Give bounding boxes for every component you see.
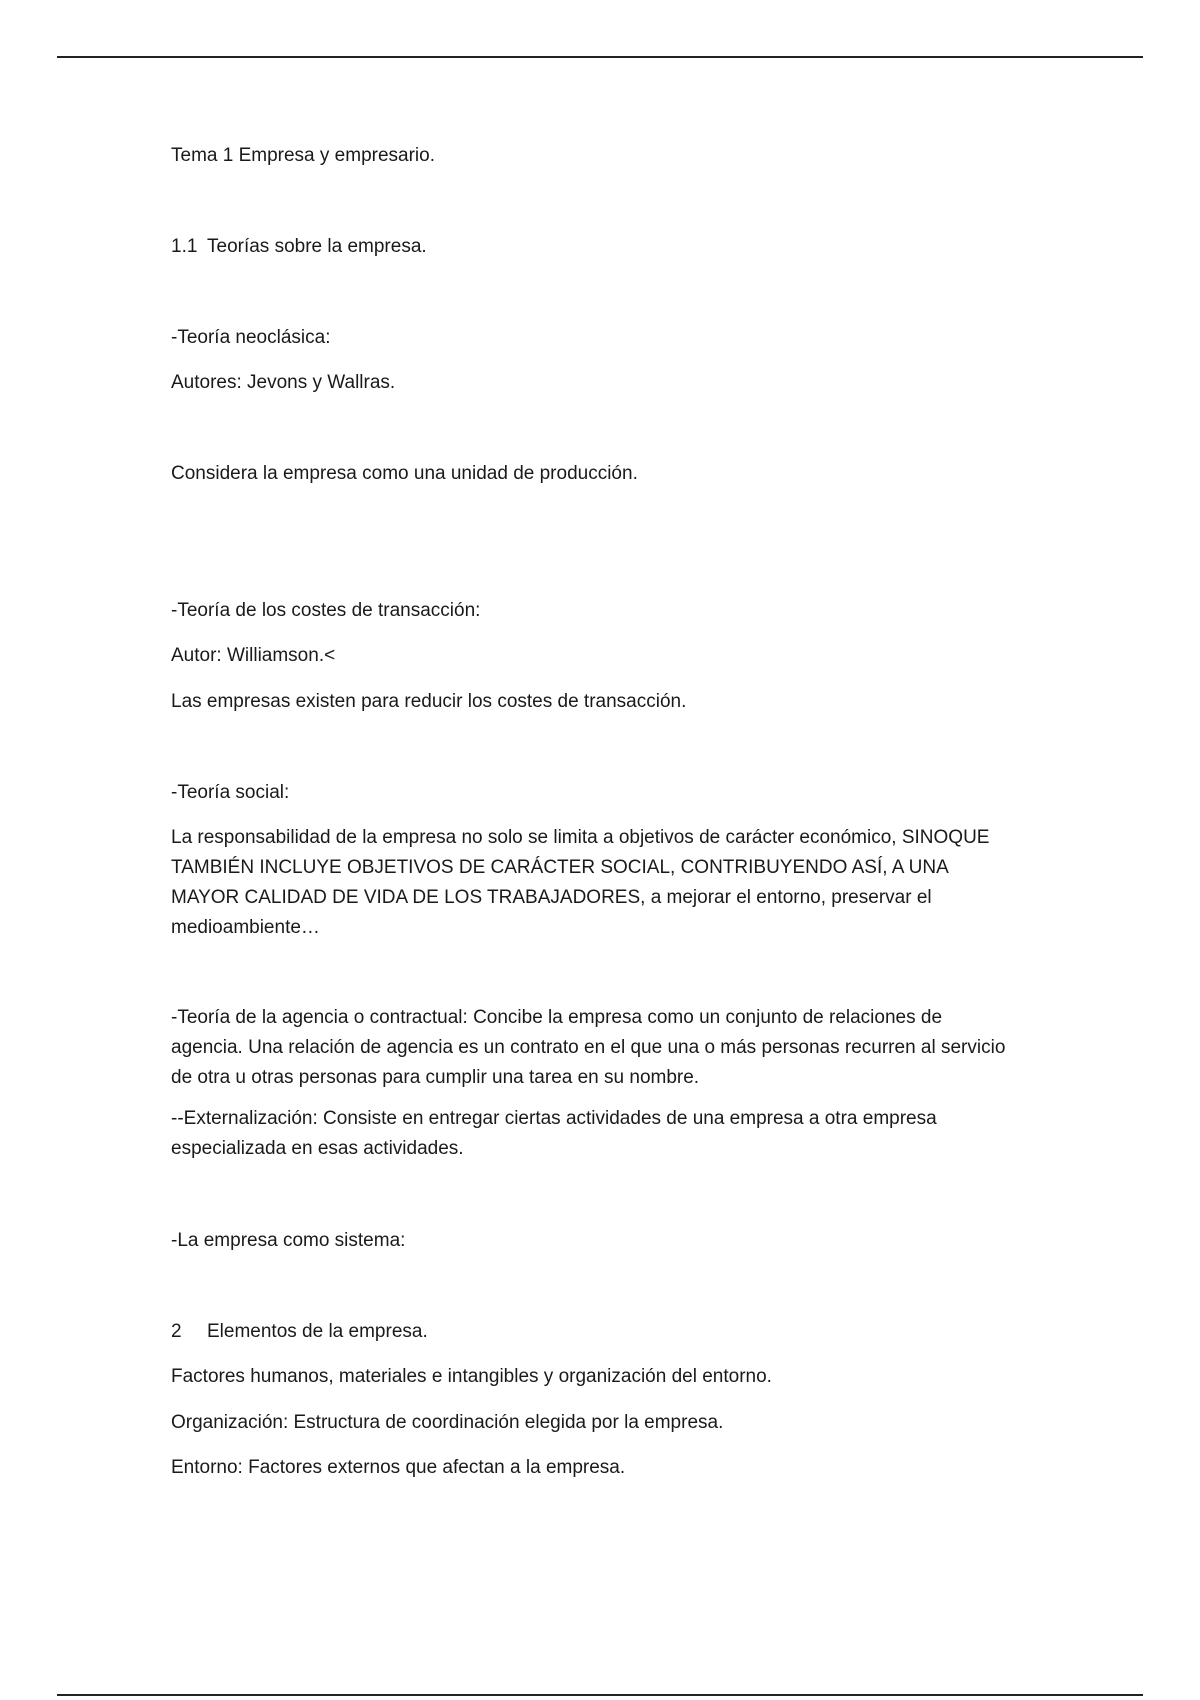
factores-text: Factores humanos, materiales e intangibles y organización del entorno. bbox=[171, 1366, 772, 1387]
transaccion-text: Las empresas existen para reducir los costes de transacción. bbox=[171, 691, 687, 712]
sistema-title: -La empresa como sistema: bbox=[171, 1230, 406, 1251]
organizacion-text: Organización: Estructura de coordinación elegida por la empresa. bbox=[171, 1412, 724, 1433]
neoclasica-text: Considera la empresa como una unidad de producción. bbox=[171, 463, 638, 484]
section-title: Teorías sobre la empresa. bbox=[207, 236, 427, 257]
social-title: -Teoría social: bbox=[171, 782, 290, 803]
header-rule bbox=[57, 56, 1143, 58]
social-text: La responsabilidad de la empresa no solo se limita a objetivos de carácter económico, SINOQUE TAMBIÉN INCLUYE OBJETIVOS DE CARÁCTER SOCIAL, CONTRIBUYENDO ASÍ, A UNA MAYOR CALIDAD DE VIDA DE LOS TRABAJADORES, a mejorar el entorno, preservar el medioambiente… bbox=[171, 827, 990, 938]
neoclasica-title: -Teoría neoclásica: bbox=[171, 327, 331, 348]
footer-rule bbox=[57, 1694, 1143, 1696]
document-heading: Tema 1 Empresa y empresario. bbox=[171, 145, 435, 166]
externalizacion-text: --Externalización: Consiste en entregar ciertas actividades de una empresa a otra empresa especializada en esas actividades. bbox=[171, 1108, 937, 1159]
section-heading-2 bbox=[171, 1317, 1031, 1347]
transaccion-title: -Teoría de los costes de transacción: bbox=[171, 600, 481, 621]
entorno-text: Entorno: Factores externos que afectan a la empresa. bbox=[171, 1457, 626, 1478]
transaccion-author: Autor: Williamson.< bbox=[171, 645, 336, 666]
section-title: Elementos de la empresa. bbox=[207, 1321, 428, 1342]
agencia-text: -Teoría de la agencia o contractual: Concibe la empresa como un conjunto de relaciones de agencia. Una relación de agencia es un contrato en el que una o más personas recurren al servicio de otra u otras personas para cumplir una tarea en su nombre. bbox=[171, 1007, 1006, 1088]
neoclasica-authors: Autores: Jevons y Wallras. bbox=[171, 372, 396, 393]
section-number: 2 bbox=[171, 1321, 182, 1342]
section-number: 1.1 bbox=[171, 236, 198, 257]
section-heading-1-1 bbox=[171, 232, 1031, 262]
